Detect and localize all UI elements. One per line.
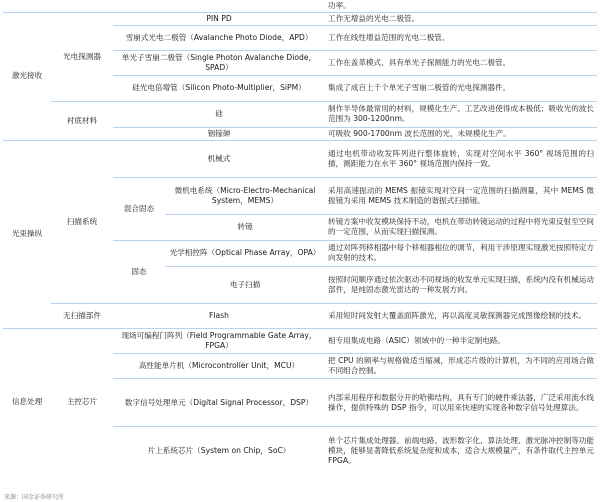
row-description: 工作在盖革模式、具有单光子探测能力的光电二极管。 (325, 51, 597, 76)
subgroup-label-no-scan-parts: 无扫描部件 (51, 304, 113, 329)
table-row (3, 101, 597, 127)
group-label-laser-rx: 激光接收 (3, 13, 51, 141)
subgroup-label-hybrid-solid-state: 混合固态 (113, 177, 165, 240)
table-row (3, 13, 597, 26)
row-name: 雪崩式光电二极管（Avalanche Photo Diode，APD） (113, 26, 325, 51)
row-name: 转镜 (165, 214, 325, 240)
subgroup-label-substrate: 衬底材料 (51, 101, 113, 140)
row-name: 微机电系统（Micro-Electro-Mechanical System，MEMS） (165, 177, 325, 214)
table-row (3, 304, 597, 329)
group-label-beam-ctrl: 光束操纵 (3, 140, 51, 329)
subgroup-label-main-chip: 主控芯片 (51, 329, 113, 475)
row-name: Flash (113, 304, 325, 329)
row-description: 采用高速振动的 MEMS 振镜实现对空间一定范围的扫描测量，其中 MEMS 微振镜为采用 MEMS 技术制造的谐振式扫描镜。 (325, 177, 597, 214)
row-description: 功率。 (328, 1, 351, 10)
row-description: 转镜方案中收发模块保持不动，电机在带动转镜运动的过程中将光束反射至空间的一定范围，从而实现扫描探测。 (325, 214, 597, 240)
subgroup-label-scan-system: 扫描系统 (51, 140, 113, 304)
row-description: 采用短时间发射大覆盖面阵激光，再以高度灵敏探测器完成图像绘制的技术。 (325, 304, 597, 329)
row-description: 把 CPU 的频率与规格做适当缩减，形成芯片级的计算机，为不同的应用场合做不同组合控制。 (325, 354, 597, 379)
row-name: 高性能单片机（Microcontroller Unit，MCU） (113, 354, 325, 379)
row-name: 光学相控阵（Optical Phase Array，OPA） (165, 240, 325, 266)
subgroup-label-photodetector: 光电探测器 (51, 13, 113, 102)
row-name: 片上系统芯片（System on Chip，SoC） (113, 427, 325, 475)
source-footnote: 来源：国金证券研究所 (4, 494, 65, 501)
table-row (3, 0, 597, 13)
row-name: 数字信号处理单元（Digital Signal Processor，DSP） (113, 379, 325, 427)
lidar-component-table (3, 0, 597, 475)
row-description: 相专用集成电路（ASIC）领域中的一种半定制电路。 (325, 329, 597, 354)
row-description: 按照时间顺序通过依次驱动不同视场的收发单元实现扫描，系统内没有机械运动部件，是纯固态激光雷达的一种发展方向。 (325, 266, 597, 303)
row-description: 制作半导体最常用的材料，规模化生产、工艺改进使得成本极低；吸收光的波长范围为 300-1200nm。 (325, 101, 597, 127)
row-name: 电子扫描 (165, 266, 325, 303)
subgroup-label-solid-state: 固态 (113, 240, 165, 303)
row-description: 通过对阵列移相器中每个移相器相位的调节，利用干涉原理实现激光按照特定方向发射的技术。 (325, 240, 597, 266)
row-name: 现场可编程门阵列（Field Programmable Gate Array，FPGA） (113, 329, 325, 354)
row-name: PIN PD (113, 13, 325, 26)
row-description: 工作在线性增益范围的光电二极管。 (325, 26, 597, 51)
row-name: 单光子雪崩二极管（Single Photon Avalanche Diode，SPAD） (113, 51, 325, 76)
row-name: 铟镓砷 (113, 127, 325, 140)
row-description: 单个芯片集成处理器、前端电路、波形数字化、算法处理、激光脉冲控制等功能模块，能够显著降低系统复杂度和成本，适合大规模量产，有条件取代主控单元 FPGA。 (325, 427, 597, 475)
row-name: 硅光电倍增管（Silicon Photo-Multiplier，SiPM） (113, 76, 325, 101)
table-row (3, 140, 597, 177)
row-description: 可吸收 900-1700nm 波长范围的光，未规模化生产。 (325, 127, 597, 140)
row-description: 工作无增益的光电二极管。 (325, 13, 597, 26)
row-name: 机械式 (113, 140, 325, 177)
row-description: 集成了成百上千个单光子雪崩二极管的光电探测器件。 (325, 76, 597, 101)
group-label-info-processing: 信息处理 (3, 329, 51, 475)
row-name: 硅 (113, 101, 325, 127)
table-row (3, 329, 597, 354)
row-description: 内部采用程序和数据分开的哈佛结构，具有专门的硬件乘法器，广泛采用流水线操作，提供特殊的 DSP 指令，可以用来快速的实现各种数字信号处理算法。 (325, 379, 597, 427)
row-description: 通过电机带动收发阵列进行整体旋转，实现对空间水平 360° 视场范围的扫描，测距能力在水平 360° 视场范围内保持一致。 (325, 140, 597, 177)
